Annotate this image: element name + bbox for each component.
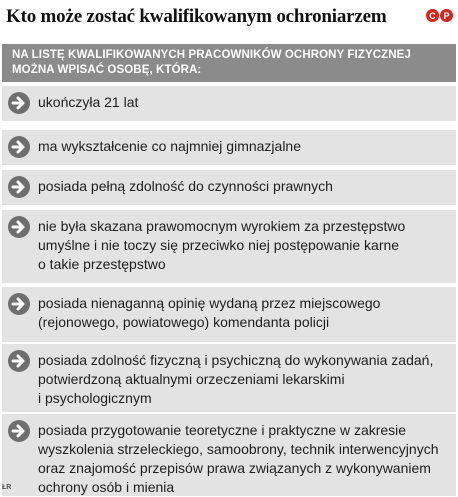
list-item xyxy=(2,130,456,165)
list-header-line: MOŻNA WPISAĆ OSOBĘ, KTÓRA: xyxy=(12,64,202,76)
list-item xyxy=(2,287,456,342)
arrow-right-icon xyxy=(7,91,31,115)
page-title: Kto może zostać kwalifikowanym ochroniarzem xyxy=(6,6,387,27)
list-item-text: posiada pełną zdolność do czynności prawnych xyxy=(38,178,333,194)
list-item xyxy=(2,170,456,205)
arrow-right-icon xyxy=(7,135,31,159)
list-item xyxy=(2,344,456,412)
list-item-text: ma wykształcenie co najmniej gimnazjalne xyxy=(38,138,302,154)
list-item xyxy=(2,414,456,496)
copyright-logo-icon xyxy=(425,8,455,23)
list-item-text: nie była skazana prawomocnym wyrokiem za przestępstwo umyślne i nie toczy się przeciwko niej postępowanie karne o takie przestępstwo xyxy=(38,218,406,272)
arrow-right-icon xyxy=(7,292,31,316)
svg-text:P: P xyxy=(443,11,450,21)
arrow-right-icon xyxy=(7,215,31,239)
arrow-right-icon xyxy=(7,349,31,373)
list-header xyxy=(2,44,456,82)
svg-text:C: C xyxy=(429,11,436,21)
list-item xyxy=(2,210,456,283)
list-item-text: posiada nienaganną opinię wydaną przez miejscowego (rejonowego, powiatowego) komendanta policji xyxy=(38,295,381,330)
list-item-text: posiada zdolność fizyczną i psychiczną do wykonywania zadań, potwierdzoną aktualnymi orzeczeniami lekarskimi i psychologicznym xyxy=(38,352,434,406)
author-credit: ŁR xyxy=(2,484,12,491)
list-item-text: ukończyła 21 lat xyxy=(38,94,139,110)
list-header-line: NA LISTĘ KWALIFIKOWANYCH PRACOWNIKÓW OCHRONY FIZYCZNEJ xyxy=(12,49,411,61)
list-item-text: posiada przygotowanie teoretyczne i praktyczne w zakresie wyszkolenia strzeleckiego, samoobrony, technik interwencyjnych oraz znajomość przepisów prawa związanych z wykonywaniem ochrony osób i mienia xyxy=(38,422,439,495)
list-item xyxy=(2,86,456,121)
arrow-right-icon xyxy=(7,419,31,443)
arrow-right-icon xyxy=(7,175,31,199)
